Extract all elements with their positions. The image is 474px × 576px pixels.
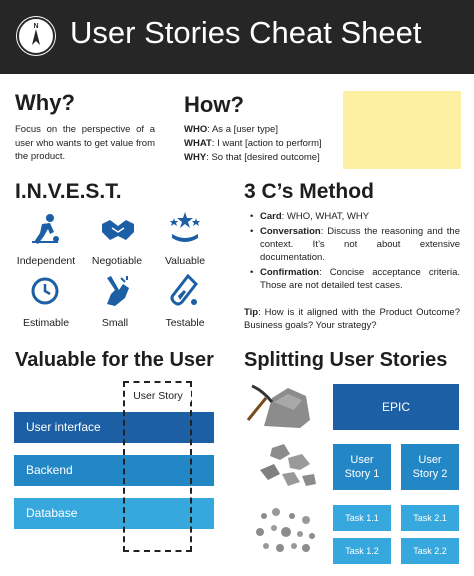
- why-text: Focus on the perspective of a user who wants to get value from the product.: [15, 124, 155, 162]
- user-story-2-box: User Story 2: [401, 444, 459, 490]
- pebbles-icon: [252, 506, 318, 561]
- invest-heading: I.N.V.E.S.T.: [15, 180, 122, 203]
- person-lifting-icon: [28, 212, 62, 251]
- compass-icon: [16, 16, 56, 56]
- page-title: User Stories Cheat Sheet: [70, 15, 422, 50]
- layer-database: Database: [14, 498, 214, 529]
- pickaxe-rock-icon: [244, 380, 314, 435]
- layer-backend: Backend: [14, 455, 214, 486]
- how-why-line: WHY: So that [desired outcome]: [184, 152, 320, 163]
- user-story-1-box: User Story 1: [333, 444, 391, 490]
- three-c-heading: 3 C’s Method: [244, 180, 374, 203]
- layer-user-interface: User interface: [14, 412, 214, 443]
- handshake-icon: [100, 214, 136, 249]
- invest-label-testable: Testable: [165, 317, 205, 329]
- invest-label-negotiable: Negotiable: [91, 255, 143, 267]
- clock-icon: [30, 276, 60, 311]
- three-c-list: [248, 210, 460, 294]
- invest-label-estimable: Estimable: [22, 317, 70, 329]
- svg-text:N: N: [33, 23, 39, 30]
- test-tube-icon: [170, 274, 200, 313]
- tip-text: Tip: How is it aligned with the Product Outcome? Business goals? Your strategy?: [244, 307, 460, 331]
- task-1-2-box: Task 1.2: [333, 538, 391, 564]
- invest-label-independent: Independent: [16, 255, 76, 267]
- sticky-note: [343, 91, 461, 169]
- pinch-icon: [101, 274, 133, 313]
- task-1-1-box: Task 1.1: [333, 505, 391, 531]
- sparkles-hand-icon: [168, 210, 202, 249]
- header-bar: [0, 0, 474, 74]
- why-heading: Why?: [15, 90, 75, 115]
- task-2-2-box: Task 2.2: [401, 538, 459, 564]
- user-story-slice: [123, 381, 192, 552]
- epic-box: EPIC: [333, 384, 459, 430]
- list-item: • Confirmation: Concise acceptance criteria. Those are not detailed test cases.: [248, 266, 460, 292]
- rocks-icon: [258, 440, 318, 495]
- how-what-line: WHAT: I want [action to perform]: [184, 138, 322, 149]
- user-story-label: User Story: [125, 390, 191, 402]
- how-who-line: WHO: As a [user type]: [184, 124, 278, 135]
- list-item: • Card: WHO, WHAT, WHY: [248, 210, 460, 223]
- how-heading: How?: [184, 92, 244, 117]
- valuable-heading: Valuable for the User: [15, 349, 214, 371]
- invest-label-valuable: Valuable: [164, 255, 206, 267]
- task-2-1-box: Task 2.1: [401, 505, 459, 531]
- invest-label-small: Small: [101, 317, 129, 329]
- splitting-heading: Splitting User Stories: [244, 349, 448, 371]
- list-item: • Conversation: Discuss the reasoning and the context. It’s not about extensive documentation.: [248, 225, 460, 264]
